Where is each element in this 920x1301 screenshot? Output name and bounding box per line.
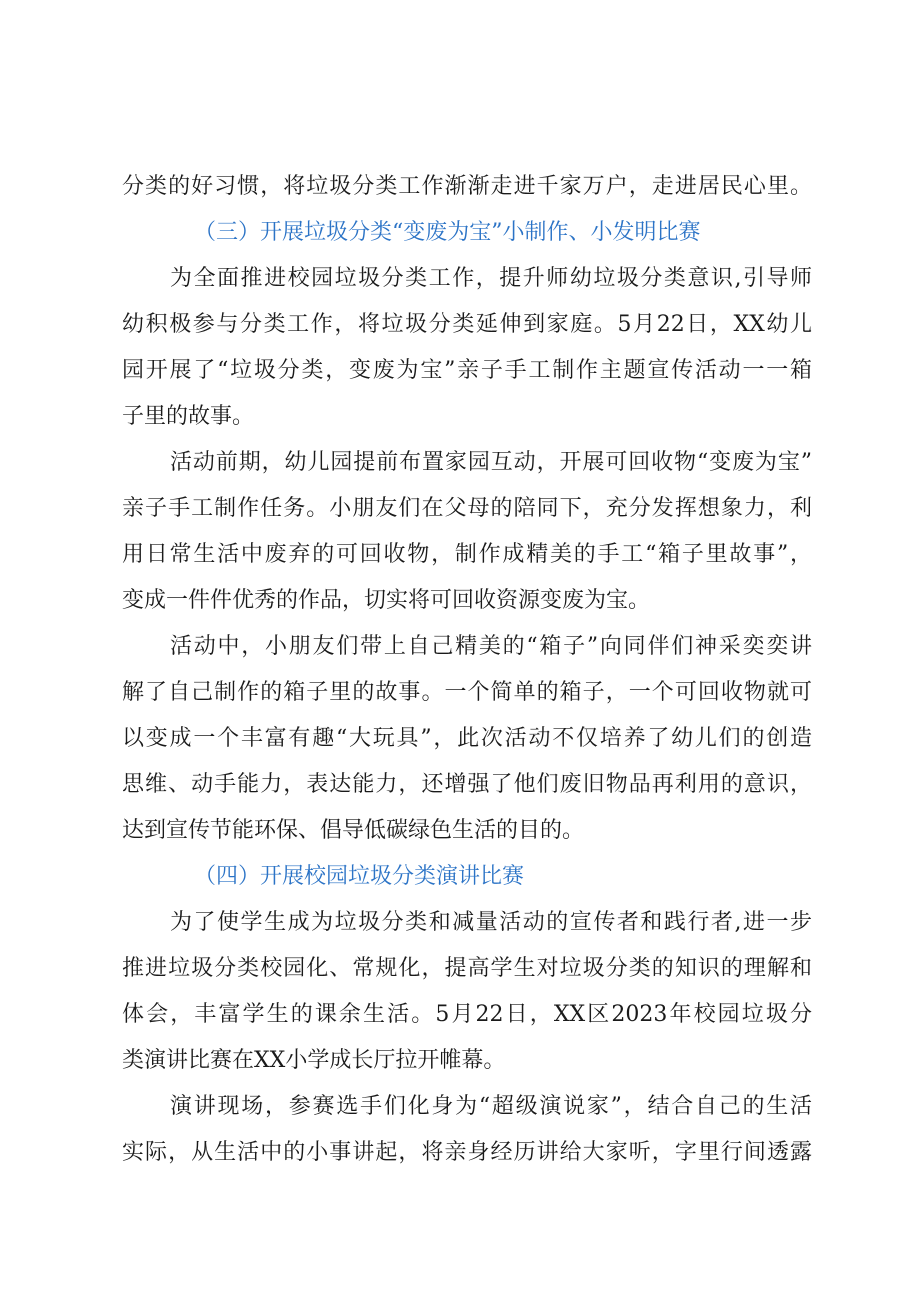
paragraph-line: 演讲现场，参赛选手们化身为“超级演说家”，结合自己的生活 xyxy=(170,1094,812,1119)
paragraph-line: 园开展了“垃圾分类，变废为宝”亲子手工制作主题宣传活动一一箱 xyxy=(122,358,812,383)
paragraph-line: 实际，从生活中的小事讲起，将亲身经历讲给大家听，字里行间透露 xyxy=(122,1140,812,1165)
paragraph-line: 类演讲比赛在XX小学成长厅拉开帷幕。 xyxy=(122,1048,506,1073)
paragraph-line: 达到宣传节能环保、倡导低碳绿色生活的目的。 xyxy=(122,818,585,843)
document-body xyxy=(122,164,812,1176)
paragraph-line: 分类的好习惯，将垃圾分类工作渐渐走进千家万户，走进居民心里。 xyxy=(122,174,812,199)
paragraph-line: 为全面推进校园垃圾分类工作，提升师幼垃圾分类意识,引导师 xyxy=(170,266,812,291)
paragraph-line: 以变成一个丰富有趣“大玩具”，此次活动不仅培养了幼儿们的创造 xyxy=(122,726,812,751)
paragraph-line: 体会，丰富学生的课余生活。5月22日，XX区2023年校园垃圾分 xyxy=(122,1002,812,1027)
paragraph-line: 变成一件件优秀的作品，切实将可回收资源变废为宝。 xyxy=(122,588,651,613)
paragraph-line: 为了使学生成为垃圾分类和减量活动的宣传者和践行者,进一步 xyxy=(170,910,812,935)
paragraph-line: 思维、动手能力，表达能力，还增强了他们废旧物品再利用的意识， xyxy=(122,772,812,797)
paragraph-line: 幼积极参与分类工作，将垃圾分类延伸到家庭。5月22日，XX幼儿 xyxy=(122,312,812,337)
paragraph-line: 活动中，小朋友们带上自己精美的“箱子”向同伴们神采奕奕讲 xyxy=(170,634,812,659)
paragraph-line: 亲子手工制作任务。小朋友们在父母的陪同下，充分发挥想象力，利 xyxy=(122,496,812,521)
paragraph-line: 子里的故事。 xyxy=(122,404,255,429)
paragraph-line: 用日常生活中废弃的可回收物，制作成精美的手工“箱子里故事”， xyxy=(122,542,812,567)
section-heading-4: （四）开展校园垃圾分类演讲比赛 xyxy=(194,864,525,889)
section-heading-3: （三）开展垃圾分类“变废为宝”小制作、小发明比赛 xyxy=(194,220,701,245)
paragraph-line: 活动前期，幼儿园提前布置家园互动，开展可回收物“变废为宝” xyxy=(170,450,812,475)
paragraph-line: 推进垃圾分类校园化、常规化，提高学生对垃圾分类的知识的理解和 xyxy=(122,956,812,981)
paragraph-line: 解了自己制作的箱子里的故事。一个简单的箱子，一个可回收物就可 xyxy=(122,680,812,705)
